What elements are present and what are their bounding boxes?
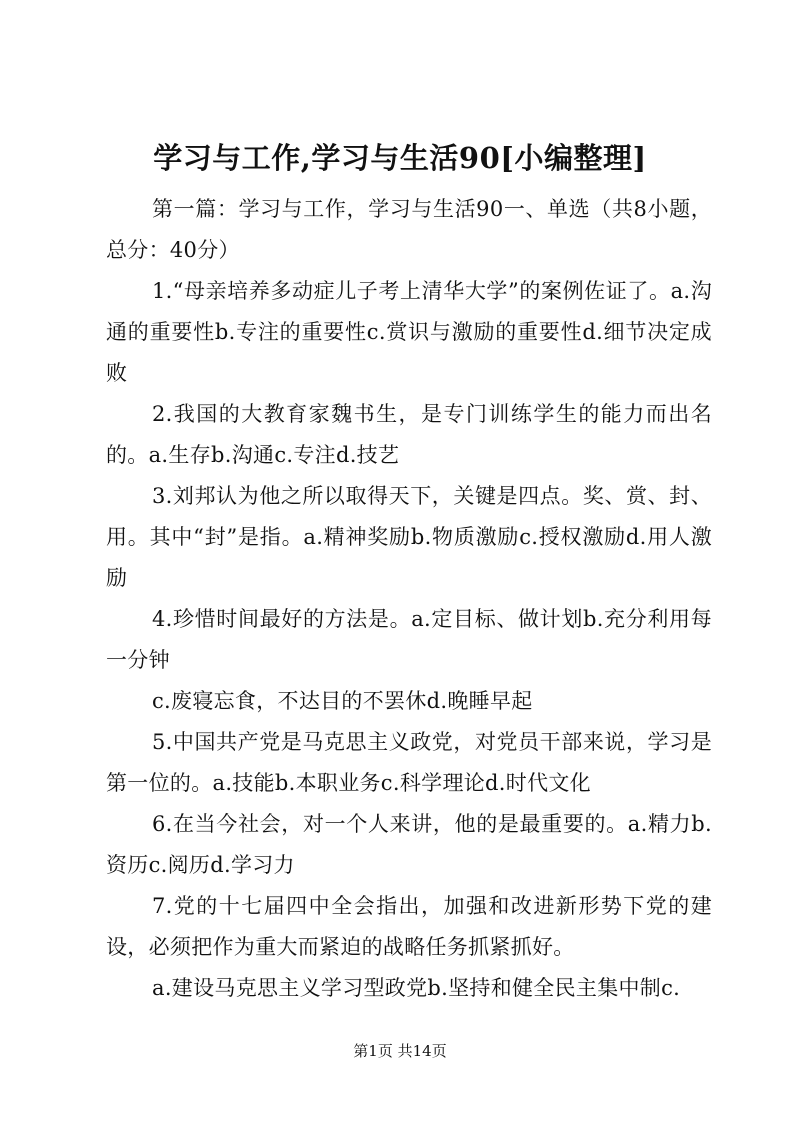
document-body bbox=[106, 189, 712, 1009]
paragraph: 4.珍惜时间最好的方法是。a.定目标、做计划b.充分利用每一分钟 bbox=[106, 607, 712, 672]
paragraph: 第一篇：学习与工作，学习与生活90一、单选（共8小题，总分：40分） bbox=[106, 197, 712, 262]
paragraph: 3.刘邦认为他之所以取得天下，关键是四点。奖、赏、封、用。其中“封”是指。a.精神奖励b.物质激励c.授权激励d.用人激励 bbox=[106, 484, 712, 590]
paragraph: 7.党的十七届四中全会指出，加强和改进新形势下党的建设，必须把作为重大而紧迫的战略任务抓紧抓好。 bbox=[106, 894, 712, 959]
paragraph: 6.在当今社会，对一个人来讲，他的是最重要的。a.精力b.资历c.阅历d.学习力 bbox=[106, 812, 712, 877]
paragraph: 1.“母亲培养多动症儿子考上清华大学”的案例佐证了。a.沟通的重要性b.专注的重要性c.赏识与激励的重要性d.细节决定成败 bbox=[106, 279, 712, 385]
paragraph: a.建设马克思主义学习型政党b.坚持和健全民主集中制c. bbox=[152, 976, 681, 1000]
paragraph: 5.中国共产党是马克思主义政党，对党员干部来说，学习是第一位的。a.技能b.本职业务c.科学理论d.时代文化 bbox=[106, 730, 712, 795]
paragraph: c.废寝忘食，不达目的不罢休d.晚睡早起 bbox=[152, 689, 533, 713]
document-title: 学习与工作,学习与生活90[小编整理] bbox=[153, 141, 647, 175]
paragraph: 2.我国的大教育家魏书生，是专门训练学生的能力而出名的。a.生存b.沟通c.专注d.技艺 bbox=[106, 402, 712, 467]
page-footer: 第1页 共14页 bbox=[353, 1042, 447, 1060]
